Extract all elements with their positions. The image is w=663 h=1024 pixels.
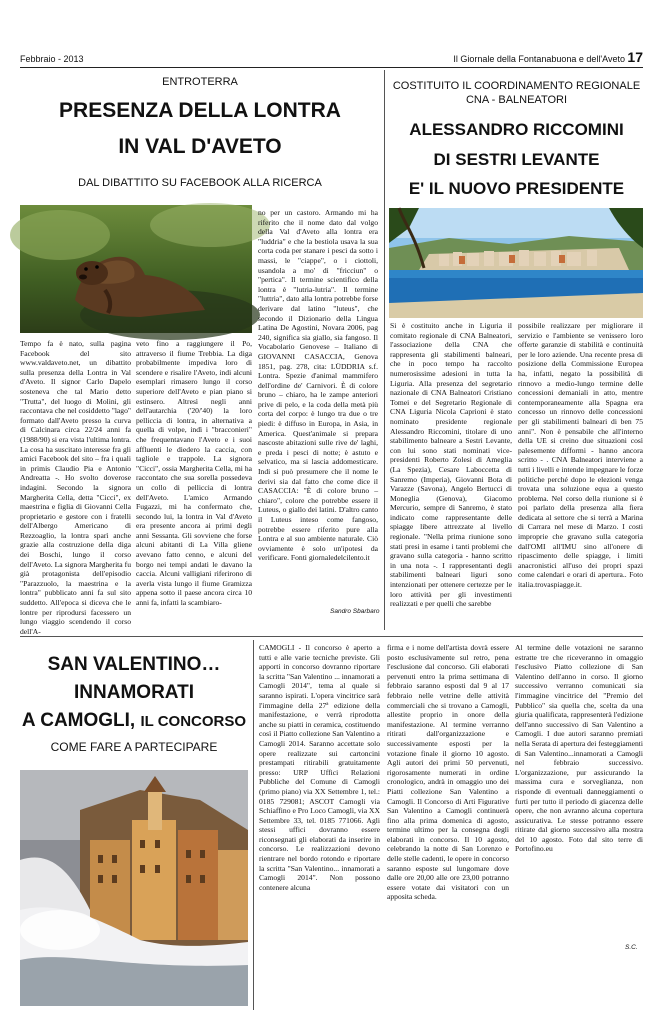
article-body-col1: Si è costituito anche in Liguria il comitato regionale di CNA Balneatori, l'associazione della CNA che rappresenta gli stabilimenti balneari, che in poco tempo ha raccolto numerosissime adesioni in tutta la Liguria. Alla presenza del segretario nazionale di CNA Balneatori Cristiano Tomei e del Segretario Regionale di CNA Liguria Nicola Caprioni è stato nominato presidente regionale Alessandro Riccomini, titolare di uno stabilimento balneare a Sestri Levante, con lui sono stati nominati vice-presidenti Roberto Zolesi di Ameglia (La Spezia), Cesare Laboccetta di Sanremo (Imperia), Giovanni Bota di Varazze (Savona), Angelo Bertucci di Moneglia (Genova), Giacomo Mercurio, sempre di Sanremo, è stato indicato come rappresentante delle spiagge libere attrezzate al livello regionale. "Nella prima riunione sono stati presi in esame i tanti problemi che gravano sulla categoria - hanno scritto in una nota -. I rappresentanti degli stabilimenti balneari liguri sono intenzionati per ottenere certezze per le loro attività per gli investimenti realizzati e per quelli che sarebbe bbox=[390, 321, 512, 609]
article-signature: S.C. bbox=[625, 944, 638, 951]
article-signature: Sandro Sbarbaro bbox=[330, 608, 380, 615]
page-number: 17 bbox=[627, 49, 643, 65]
article-title-line3 bbox=[20, 706, 248, 737]
article-title-line1: SAN VALENTINO… bbox=[47, 654, 221, 675]
article-body-col3: no per un castoro. Armando mi ha riferito che il nome dato dal volgo della Val d'Aveto alla lontra era "luddria" e che la bestiola usava la sua corta coda per stanare i pesci da sotto i massi, le "ciappe", o i ciottoli, usandola a mo' di "fricciun" o "pertica". Il termine scientifico della lontra è "lutria-lutria". Il termine "luttria", dato alla lontra potrebbe forse derivare dal latino "luteus", che secondo il Dizionario della Lingua Latina De Agostini, Novara 2006, pag 240, significa sia giallo, sia fangoso. Il Vocabolario Genovese – Italiano di GIOVANNI CASACCIA, Genova 1851, pag. 278, cita: LÜDDRIA s.f. Lontra. Spezie d'animal mammifero dell'ordine de' Carnivori. È di colore bruno – chiaro, ha le zampe anteriori prive di pelo, e la coda della metà più corta del corpo: è lungo tra due o tre piedi: è diffuso in Europa, in Asia, in America. Quest'animale si prepara nascoste abitazioni sulle rive de' laghi, e preda i pesci di notte; è astuto e selvatico, ma si lascia addomesticare. Indi si può presumere che il nome le derivi sia dal fatto che come dice il CASACCIA: "È di colore bruno – chiaro", colore che potrebbe essere il Luteus, o giallo dei latini. D'altro canto il Luteus inteso come fangoso, potrebbe essere riferito pure alla Lontra e al suo ambiente naturale. Ciò ovviamente è solo un'ipotesi da verificare. Fonti giornaledelcilento.it bbox=[258, 208, 378, 563]
article-body-col2: possibile realizzare per migliorare il servizio e l'ambiente se venissero loro offerte garanzie di stabilità e continuità per le loro aziende. Una recente presa di posizione della Commissione Europea ha, infatti, negato la possibilità di rinnovo a medio-lungo termine delle concessioni demaniali in atto, mentre contemporaneamente alla Spagna era concesso un rinnovo delle concessioni per gli stabilimenti balneari di ben 75 anni". Non è pensabile che all'interno della UE si creino due situazioni così palesemente difformi - hanno ancora scritto - . CNA Balneatori interviene a tutti i livelli e intende impegnare le forze politiche perché dopo le elezioni venga trovata una soluzione equa a questo problema. Nel corso della riunione si è poi parlato della presenza alla fiera dedicata al settore che si terrà a Marina di Carrara nel mese di Marzo. I costi improprie che gravano sulla categoria dall'OMI all'IMU sino all'onere di ripascimento delle spiagge, i limiti anacronistici all'uso dei propri spazi come calendari e orari di apertura.. Foto italia.trovaspiagge.it. bbox=[518, 321, 643, 590]
article-body-col1: Tempo fa è nato, sulla pagina Facebook del sito www.valdaveto.net, un dibattito sulla presenza della Lontra in Val d'Aveto. Il signor Carlo Dapelo sosteneva che tal Mario detto "Trutta", del luogo di Molini, gli raccontava che nel cosiddetto "lago" formato dall'Aveto presso la curva di Calcinara circa 22/24 anni fa (1988/90) si era vista l'ultima lontra. La cosa ha suscitato interesse fra gli amici Facebook del sito – fra i quali in primis Claudio Pia e Antonio Andreatta -. Ho svolto doverose indagini. Secondo la signora Margherita Cella, detta "Cicci", ex maestrina e figlia di Giovanni Cella proprietario e gestore con i fratelli dell'Albergo Americano di Rezzoaglio, la lontra sparì anche grazie alla costruzione della diga dei Boschi, lungo il corso dell'Aveto. La signora Margherita fu già protagonista dell'episodio "Parazzuolo, la maestrina e la lontra" pubblicato anni fa sul sito suddetto. All'epoca si diceva che le lontre per riprodursi facessero un lungo viaggio scendendo il corso dell'A- bbox=[20, 339, 131, 636]
article-kicker-line2: CNA - BALNEATORI bbox=[465, 94, 568, 106]
title-part-a: A CAMOGLI, bbox=[21, 710, 141, 731]
article-body-col2: firma e i nome dell'artista dovrà essere posto esclusivamente sul retro, pena l'esclusione dal concorso. Gli elaborati pervenuti entro la prima settimana di febbraio saranno esposti dal 9 al 17 febbraio nelle vetrine delle attività commerciali che si trovano a Camogli, allestite proprio in onore della manifestazione. Al termine verranno ritirati dall'organizzazione e successivamente esposti per la votazione finale il giorno 10 agosto. Agli autori dei primi 50 pervenuti, rigorosamente numerati in ordine cronologico, andrà in omaggio uno dei Piatti collezione San Valentino a Camogli. Il Concorso di Arti Figurative San Valentino a Camogli continuerà fino alla prima domenica di agosto, termine ultimo per la consegna degli elaborati in concorso. Il 10 agosto, celebrando la notte di San Lorenzo e delle stelle cadenti, le opere in concorso saranno esposte sul lungomare dove dalle ore 20,00 alle ore 23,00 potranno essere votate dai visitatori con un apposita scheda. bbox=[387, 643, 509, 902]
article-title-line2: DI SESTRI LEVANTE bbox=[433, 150, 600, 169]
article-title-line1: ALESSANDRO RICCOMINI bbox=[409, 120, 624, 139]
article-kicker-line1: COSTITUITO IL COORDINAMENTO REGIONALE bbox=[392, 80, 641, 92]
camogli-photo bbox=[20, 770, 248, 1006]
article-body-col2: veto fino a raggiungere il Po, attraverso il fiume Trebbia. La diga probabilmente impediva loro di scendere e risalire l'Aveto, indi alcuni esemplari rimasero lungo il corso superiore dell'Aveto e pian piano si estinsero. Altresì negli anni dell'autarchia ('20/'40) la loro pelliccia di lontra, in alternativa a quella di volpe, indì i "bracconieri" che frequentavano l'Aveto e i suoi affluenti le diedero la caccia, con tagliole e trappole. La signora "Cicci", ossia Margherita Cella, mi ha raccontato che sua sorella possedeva un collo di pelliccia di lontra dell'Aveto. L'amico Armando Fugazzi, mi ha confermato che, secondo lui, la lontra in Val d'Aveto era presente ancora ai primi degli anni Sessanta. Gli sovviene che forse alcuni abitanti di La Villa gliene avevano fatto cenno, e alcuni del borgo nei tempi andati le davano la caccia. Alcuni valligiani riferirono di averla vista lungo il fiume Gramizza appena sotto il paese ancora circa 10 anni fa, infatti la scambiaro- bbox=[136, 339, 252, 608]
article-title-line2: IN VAL D'AVETO bbox=[118, 135, 282, 158]
header-rule bbox=[20, 67, 643, 68]
camogli-image bbox=[20, 770, 248, 1006]
article-kicker: ENTROTERRA bbox=[162, 76, 238, 88]
article-deck: DAL DIBATTITO SU FACEBOOK ALLA RICERCA bbox=[78, 177, 322, 189]
article-title-line1: PRESENZA DELLA LONTRA bbox=[59, 99, 341, 122]
article-body-col3: Al termine delle votazioni ne saranno estratte tre che riceveranno in omaggio l'esclusivo Piatto collezione di San Valentino dell'anno in corso. Il giorno successivo verranno comunicati sia l'immagine vincitrice del "Premio del Pubblico" sia quella che, scelta da una giuria qualificata, rappresenterà l'edizione dell'anno successivo di San Valentino a Camogli. I due autori saranno premiati nella Serata di apertura dei festeggiamenti di San Valentino...innamorati a Camogli nel febbraio successivo. L'organizzazione, pur assicurando la massima cura e sorveglianza, non risponde di eventuali danneggiamenti o furti per tutto il periodo di giacenza delle opere, che non avranno alcuna copertura assicurativa. Le stesse potranno essere ritirate dal giorno successivo alla mostra del 10 agosto. Foto dal sito terre di Portofino.eu bbox=[515, 643, 643, 854]
article-title-line2: INNAMORATI bbox=[74, 682, 194, 703]
newspaper-name: Il Giornale della Fontanabuona e dell'Aveto bbox=[453, 54, 625, 64]
article-body-col1: CAMOGLI - Il concorso è aperto a tutti e alle varie tecniche previste. Gli apporti in concorso dovranno riportare la scritta "San Valentino ... innamorati a Camogli 2014", tema al quale si saranno ispirati. L'opera vincitrice sarà l'immagine della 27ª edizione della manifestazione, e verrà riprodotta anche su piatti in ceramica, costituendo così il Piatto collezione San Valentino a Camogli 2014. Saranno accettate solo opere realizzate sui cartoncini prestampati ritirabili gratuitamente presso: URP Uffici Relazioni Pubbliche del Comune di Camogli (primo piano) via XX Settembre 1, tel.: 0185 729081; ASCOT Camogli via Schiaffino e Pro Loco Camogli, via XX Settembre 33, tel. 0185 771066. Agli stessi uffici dovranno essere riconsegnati gli elaborati da inserire in concorso. Le realizzazioni devono rientrare nel bordo rotondo e riportare la scritta "San Valentino... innamorati a Camogli 2014". Non possono contenere alcuna bbox=[259, 643, 380, 892]
otter-image bbox=[20, 205, 252, 333]
beach-image bbox=[389, 208, 643, 318]
article-deck: COME FARE A PARTECIPARE bbox=[50, 740, 218, 754]
title-part-b: IL CONCORSO bbox=[140, 713, 247, 730]
sestri-levante-photo bbox=[389, 208, 643, 318]
article-title-line3: E' IL NUOVO PRESIDENTE bbox=[408, 179, 625, 198]
page-header bbox=[20, 50, 643, 66]
issue-date: Febbraio - 2013 bbox=[20, 54, 84, 64]
section-divider bbox=[20, 636, 643, 637]
otter-photo bbox=[20, 205, 252, 333]
column-divider bbox=[384, 70, 385, 630]
column-divider-bottom bbox=[253, 640, 254, 1010]
